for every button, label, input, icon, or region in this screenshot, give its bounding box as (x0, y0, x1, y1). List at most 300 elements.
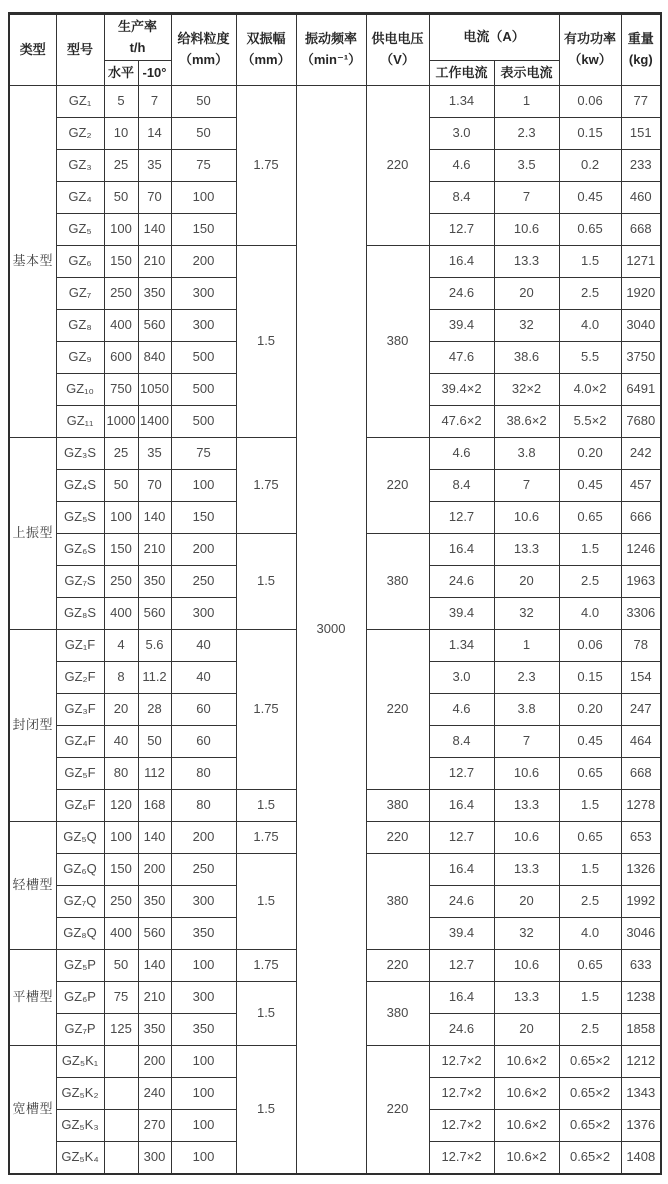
feed-size-cell: 100 (171, 1046, 236, 1078)
production-incline-cell: 240 (138, 1078, 171, 1110)
model-cell: GZ₇ (56, 278, 104, 310)
voltage-cell: 380 (366, 246, 429, 438)
working-current-cell: 12.7 (429, 950, 494, 982)
production-incline-cell: 28 (138, 694, 171, 726)
power-cell: 0.2 (559, 150, 621, 182)
weight-cell: 3306 (621, 598, 661, 630)
header-row-main (9, 14, 661, 61)
working-current-cell: 4.6 (429, 150, 494, 182)
production-incline-cell: 11.2 (138, 662, 171, 694)
model-cell: GZ₉ (56, 342, 104, 374)
weight-cell: 633 (621, 950, 661, 982)
power-cell: 2.5 (559, 278, 621, 310)
power-cell: 4.0 (559, 918, 621, 950)
production-horizontal-cell: 75 (104, 982, 138, 1014)
weight-cell: 1963 (621, 566, 661, 598)
power-cell: 0.45 (559, 182, 621, 214)
production-horizontal-cell: 120 (104, 790, 138, 822)
power-cell: 0.45 (559, 726, 621, 758)
feed-size-cell: 500 (171, 406, 236, 438)
weight-cell: 1920 (621, 278, 661, 310)
power-cell: 0.65×2 (559, 1110, 621, 1142)
header-indicated-current: 表示电流 (494, 61, 559, 86)
indicated-current-cell: 13.3 (494, 790, 559, 822)
model-cell: GZ₅ (56, 214, 104, 246)
feed-size-cell: 500 (171, 374, 236, 406)
indicated-current-cell: 38.6 (494, 342, 559, 374)
model-cell: GZ₈ (56, 310, 104, 342)
production-incline-cell: 50 (138, 726, 171, 758)
header-feed-size: 给料粒度 （mm） (171, 14, 236, 86)
working-current-cell: 4.6 (429, 438, 494, 470)
feed-size-cell: 50 (171, 118, 236, 150)
production-horizontal-cell: 125 (104, 1014, 138, 1046)
production-horizontal-cell: 50 (104, 182, 138, 214)
indicated-current-cell: 7 (494, 470, 559, 502)
feed-size-cell: 100 (171, 950, 236, 982)
working-current-cell: 24.6 (429, 1014, 494, 1046)
indicated-current-cell: 13.3 (494, 534, 559, 566)
header-frequency: 振动频率 （min⁻¹） (296, 14, 366, 86)
power-cell: 0.06 (559, 630, 621, 662)
working-current-cell: 47.6 (429, 342, 494, 374)
feed-size-cell: 75 (171, 438, 236, 470)
frequency-cell: 3000 (296, 86, 366, 1175)
working-current-cell: 12.7×2 (429, 1142, 494, 1175)
working-current-cell: 12.7×2 (429, 1046, 494, 1078)
production-incline-cell: 350 (138, 886, 171, 918)
production-horizontal-cell: 5 (104, 86, 138, 118)
working-current-cell: 12.7×2 (429, 1078, 494, 1110)
production-incline-cell: 200 (138, 854, 171, 886)
indicated-current-cell: 13.3 (494, 854, 559, 886)
model-cell: GZ₆ (56, 246, 104, 278)
feed-size-cell: 200 (171, 246, 236, 278)
power-cell: 0.65 (559, 214, 621, 246)
feed-size-cell: 60 (171, 694, 236, 726)
amplitude-cell: 1.75 (236, 438, 296, 534)
working-current-cell: 1.34 (429, 86, 494, 118)
working-current-cell: 8.4 (429, 182, 494, 214)
indicated-current-cell: 32×2 (494, 374, 559, 406)
production-horizontal-cell: 40 (104, 726, 138, 758)
model-cell: GZ₇P (56, 1014, 104, 1046)
model-cell: GZ₃ (56, 150, 104, 182)
production-incline-cell: 210 (138, 534, 171, 566)
working-current-cell: 16.4 (429, 534, 494, 566)
weight-cell: 1992 (621, 886, 661, 918)
weight-cell: 242 (621, 438, 661, 470)
production-horizontal-cell: 80 (104, 758, 138, 790)
weight-cell: 457 (621, 470, 661, 502)
production-horizontal-cell: 50 (104, 470, 138, 502)
model-cell: GZ₅K₁ (56, 1046, 104, 1078)
indicated-current-cell: 32 (494, 598, 559, 630)
working-current-cell: 24.6 (429, 886, 494, 918)
model-cell: GZ₅F (56, 758, 104, 790)
model-cell: GZ₄F (56, 726, 104, 758)
weight-cell: 1376 (621, 1110, 661, 1142)
feed-size-cell: 100 (171, 1142, 236, 1175)
power-cell: 0.45 (559, 470, 621, 502)
model-cell: GZ₆S (56, 534, 104, 566)
weight-cell: 668 (621, 758, 661, 790)
type-cell: 封闭型 (9, 630, 56, 822)
production-incline-cell: 350 (138, 278, 171, 310)
model-cell: GZ₄ (56, 182, 104, 214)
power-cell: 0.20 (559, 438, 621, 470)
amplitude-cell: 1.75 (236, 630, 296, 790)
model-cell: GZ₅P (56, 950, 104, 982)
power-cell: 4.0×2 (559, 374, 621, 406)
power-cell: 2.5 (559, 886, 621, 918)
voltage-cell: 380 (366, 790, 429, 822)
indicated-current-cell: 20 (494, 1014, 559, 1046)
header-incline: -10° (138, 61, 171, 86)
power-cell: 2.5 (559, 1014, 621, 1046)
model-cell: GZ₆P (56, 982, 104, 1014)
production-incline-cell: 350 (138, 566, 171, 598)
model-cell: GZ₄S (56, 470, 104, 502)
working-current-cell: 16.4 (429, 982, 494, 1014)
amplitude-cell: 1.5 (236, 1046, 296, 1175)
production-horizontal-cell: 250 (104, 886, 138, 918)
model-cell: GZ₁₁ (56, 406, 104, 438)
power-cell: 4.0 (559, 598, 621, 630)
indicated-current-cell: 7 (494, 182, 559, 214)
amplitude-cell: 1.5 (236, 854, 296, 950)
production-incline-cell: 112 (138, 758, 171, 790)
weight-cell: 464 (621, 726, 661, 758)
model-cell: GZ₈Q (56, 918, 104, 950)
indicated-current-cell: 10.6 (494, 950, 559, 982)
working-current-cell: 12.7 (429, 822, 494, 854)
working-current-cell: 39.4 (429, 598, 494, 630)
indicated-current-cell: 10.6×2 (494, 1110, 559, 1142)
indicated-current-cell: 10.6×2 (494, 1046, 559, 1078)
amplitude-cell: 1.75 (236, 822, 296, 854)
voltage-cell: 220 (366, 822, 429, 854)
model-cell: GZ₅K₂ (56, 1078, 104, 1110)
amplitude-cell: 1.5 (236, 790, 296, 822)
voltage-cell: 220 (366, 630, 429, 790)
production-horizontal-cell (104, 1142, 138, 1175)
indicated-current-cell: 2.3 (494, 118, 559, 150)
weight-cell: 3046 (621, 918, 661, 950)
working-current-cell: 39.4 (429, 918, 494, 950)
power-cell: 0.65 (559, 822, 621, 854)
power-cell: 0.20 (559, 694, 621, 726)
production-horizontal-cell: 400 (104, 918, 138, 950)
indicated-current-cell: 1 (494, 86, 559, 118)
production-horizontal-cell: 250 (104, 278, 138, 310)
model-cell: GZ₆F (56, 790, 104, 822)
weight-cell: 1858 (621, 1014, 661, 1046)
header-weight: 重量 (kg) (621, 14, 661, 86)
feed-size-cell: 250 (171, 566, 236, 598)
indicated-current-cell: 20 (494, 278, 559, 310)
header-power: 有功功率 （kw） (559, 14, 621, 86)
production-incline-cell: 300 (138, 1142, 171, 1175)
amplitude-cell: 1.5 (236, 534, 296, 630)
type-cell: 基本型 (9, 86, 56, 438)
model-cell: GZ₂F (56, 662, 104, 694)
voltage-cell: 220 (366, 86, 429, 246)
model-cell: GZ₈S (56, 598, 104, 630)
working-current-cell: 24.6 (429, 278, 494, 310)
indicated-current-cell: 32 (494, 310, 559, 342)
production-horizontal-cell: 10 (104, 118, 138, 150)
production-incline-cell: 140 (138, 822, 171, 854)
amplitude-cell: 1.5 (236, 246, 296, 438)
feed-size-cell: 350 (171, 1014, 236, 1046)
weight-cell: 3750 (621, 342, 661, 374)
feed-size-cell: 50 (171, 86, 236, 118)
indicated-current-cell: 7 (494, 726, 559, 758)
production-horizontal-cell (104, 1046, 138, 1078)
production-horizontal-cell: 50 (104, 950, 138, 982)
voltage-cell: 220 (366, 438, 429, 534)
weight-cell: 78 (621, 630, 661, 662)
production-horizontal-cell: 600 (104, 342, 138, 374)
header-type: 类型 (9, 14, 56, 86)
indicated-current-cell: 3.8 (494, 438, 559, 470)
production-incline-cell: 350 (138, 1014, 171, 1046)
feed-size-cell: 300 (171, 598, 236, 630)
production-horizontal-cell: 100 (104, 502, 138, 534)
feed-size-cell: 100 (171, 1078, 236, 1110)
production-horizontal-cell: 400 (104, 598, 138, 630)
production-horizontal-cell: 400 (104, 310, 138, 342)
indicated-current-cell: 13.3 (494, 982, 559, 1014)
production-incline-cell: 1400 (138, 406, 171, 438)
indicated-current-cell: 38.6×2 (494, 406, 559, 438)
production-horizontal-cell (104, 1078, 138, 1110)
working-current-cell: 8.4 (429, 470, 494, 502)
production-incline-cell: 140 (138, 214, 171, 246)
feeder-spec-table (8, 12, 662, 1175)
power-cell: 2.5 (559, 566, 621, 598)
voltage-cell: 220 (366, 950, 429, 982)
indicated-current-cell: 10.6 (494, 214, 559, 246)
working-current-cell: 16.4 (429, 854, 494, 886)
production-incline-cell: 70 (138, 470, 171, 502)
feed-size-cell: 250 (171, 854, 236, 886)
production-incline-cell: 210 (138, 246, 171, 278)
working-current-cell: 12.7 (429, 214, 494, 246)
feed-size-cell: 40 (171, 662, 236, 694)
indicated-current-cell: 10.6 (494, 502, 559, 534)
power-cell: 1.5 (559, 790, 621, 822)
feed-size-cell: 200 (171, 534, 236, 566)
voltage-cell: 380 (366, 982, 429, 1046)
type-cell: 轻槽型 (9, 822, 56, 950)
working-current-cell: 12.7 (429, 758, 494, 790)
power-cell: 0.65 (559, 950, 621, 982)
weight-cell: 151 (621, 118, 661, 150)
power-cell: 5.5×2 (559, 406, 621, 438)
feed-size-cell: 500 (171, 342, 236, 374)
production-horizontal-cell: 150 (104, 854, 138, 886)
power-cell: 1.5 (559, 534, 621, 566)
feed-size-cell: 150 (171, 214, 236, 246)
feed-size-cell: 300 (171, 278, 236, 310)
weight-cell: 1212 (621, 1046, 661, 1078)
indicated-current-cell: 1 (494, 630, 559, 662)
production-horizontal-cell: 1000 (104, 406, 138, 438)
feed-size-cell: 300 (171, 886, 236, 918)
production-incline-cell: 560 (138, 310, 171, 342)
table-body (9, 86, 661, 1175)
header-model: 型号 (56, 14, 104, 86)
indicated-current-cell: 10.6 (494, 758, 559, 790)
weight-cell: 7680 (621, 406, 661, 438)
header-voltage: 供电电压 （V） (366, 14, 429, 86)
power-cell: 0.15 (559, 662, 621, 694)
production-incline-cell: 14 (138, 118, 171, 150)
feed-size-cell: 60 (171, 726, 236, 758)
production-incline-cell: 1050 (138, 374, 171, 406)
power-cell: 0.06 (559, 86, 621, 118)
production-horizontal-cell: 25 (104, 150, 138, 182)
production-horizontal-cell: 100 (104, 214, 138, 246)
indicated-current-cell: 2.3 (494, 662, 559, 694)
weight-cell: 668 (621, 214, 661, 246)
model-cell: GZ₇Q (56, 886, 104, 918)
power-cell: 1.5 (559, 982, 621, 1014)
production-incline-cell: 210 (138, 982, 171, 1014)
model-cell: GZ₅Q (56, 822, 104, 854)
feed-size-cell: 350 (171, 918, 236, 950)
header-working-current: 工作电流 (429, 61, 494, 86)
model-cell: GZ₆Q (56, 854, 104, 886)
indicated-current-cell: 20 (494, 566, 559, 598)
production-incline-cell: 140 (138, 950, 171, 982)
model-cell: GZ₁ (56, 86, 104, 118)
power-cell: 0.65×2 (559, 1142, 621, 1175)
amplitude-cell: 1.5 (236, 982, 296, 1046)
weight-cell: 6491 (621, 374, 661, 406)
indicated-current-cell: 10.6×2 (494, 1142, 559, 1175)
production-horizontal-cell (104, 1110, 138, 1142)
weight-cell: 1246 (621, 534, 661, 566)
model-cell: GZ₁F (56, 630, 104, 662)
weight-cell: 460 (621, 182, 661, 214)
production-incline-cell: 270 (138, 1110, 171, 1142)
weight-cell: 1238 (621, 982, 661, 1014)
indicated-current-cell: 20 (494, 886, 559, 918)
feed-size-cell: 100 (171, 1110, 236, 1142)
power-cell: 0.65×2 (559, 1046, 621, 1078)
header-horizontal: 水平 (104, 61, 138, 86)
working-current-cell: 16.4 (429, 790, 494, 822)
production-horizontal-cell: 150 (104, 246, 138, 278)
production-incline-cell: 560 (138, 918, 171, 950)
table-row (9, 86, 661, 118)
power-cell: 0.65 (559, 758, 621, 790)
feed-size-cell: 100 (171, 470, 236, 502)
power-cell: 5.5 (559, 342, 621, 374)
production-horizontal-cell: 100 (104, 822, 138, 854)
power-cell: 1.5 (559, 246, 621, 278)
model-cell: GZ₃S (56, 438, 104, 470)
indicated-current-cell: 10.6×2 (494, 1078, 559, 1110)
production-horizontal-cell: 20 (104, 694, 138, 726)
header-current: 电流（A） (429, 14, 559, 61)
working-current-cell: 12.7 (429, 502, 494, 534)
weight-cell: 1408 (621, 1142, 661, 1175)
amplitude-cell: 1.75 (236, 86, 296, 246)
working-current-cell: 12.7×2 (429, 1110, 494, 1142)
feed-size-cell: 150 (171, 502, 236, 534)
weight-cell: 233 (621, 150, 661, 182)
weight-cell: 1326 (621, 854, 661, 886)
production-incline-cell: 7 (138, 86, 171, 118)
type-cell: 平槽型 (9, 950, 56, 1046)
production-incline-cell: 35 (138, 438, 171, 470)
production-horizontal-cell: 4 (104, 630, 138, 662)
indicated-current-cell: 10.6 (494, 822, 559, 854)
working-current-cell: 4.6 (429, 694, 494, 726)
power-cell: 0.65×2 (559, 1078, 621, 1110)
feed-size-cell: 75 (171, 150, 236, 182)
production-incline-cell: 840 (138, 342, 171, 374)
production-incline-cell: 560 (138, 598, 171, 630)
voltage-cell: 380 (366, 854, 429, 950)
weight-cell: 1271 (621, 246, 661, 278)
weight-cell: 77 (621, 86, 661, 118)
voltage-cell: 220 (366, 1046, 429, 1175)
indicated-current-cell: 3.8 (494, 694, 559, 726)
indicated-current-cell: 13.3 (494, 246, 559, 278)
weight-cell: 653 (621, 822, 661, 854)
weight-cell: 1278 (621, 790, 661, 822)
model-cell: GZ₇S (56, 566, 104, 598)
working-current-cell: 47.6×2 (429, 406, 494, 438)
voltage-cell: 380 (366, 534, 429, 630)
indicated-current-cell: 3.5 (494, 150, 559, 182)
weight-cell: 247 (621, 694, 661, 726)
production-incline-cell: 168 (138, 790, 171, 822)
feed-size-cell: 300 (171, 982, 236, 1014)
header-production: 生产率 t/h (104, 14, 171, 61)
weight-cell: 3040 (621, 310, 661, 342)
working-current-cell: 16.4 (429, 246, 494, 278)
indicated-current-cell: 32 (494, 918, 559, 950)
header-amplitude: 双振幅 （mm） (236, 14, 296, 86)
model-cell: GZ₁₀ (56, 374, 104, 406)
feed-size-cell: 200 (171, 822, 236, 854)
weight-cell: 154 (621, 662, 661, 694)
feed-size-cell: 40 (171, 630, 236, 662)
feed-size-cell: 80 (171, 790, 236, 822)
working-current-cell: 39.4 (429, 310, 494, 342)
power-cell: 0.15 (559, 118, 621, 150)
production-horizontal-cell: 8 (104, 662, 138, 694)
table-header (9, 14, 661, 86)
type-cell: 宽槽型 (9, 1046, 56, 1175)
working-current-cell: 1.34 (429, 630, 494, 662)
weight-cell: 666 (621, 502, 661, 534)
amplitude-cell: 1.75 (236, 950, 296, 982)
model-cell: GZ₅K₄ (56, 1142, 104, 1175)
working-current-cell: 24.6 (429, 566, 494, 598)
feed-size-cell: 80 (171, 758, 236, 790)
power-cell: 4.0 (559, 310, 621, 342)
power-cell: 0.65 (559, 502, 621, 534)
production-horizontal-cell: 25 (104, 438, 138, 470)
power-cell: 1.5 (559, 854, 621, 886)
